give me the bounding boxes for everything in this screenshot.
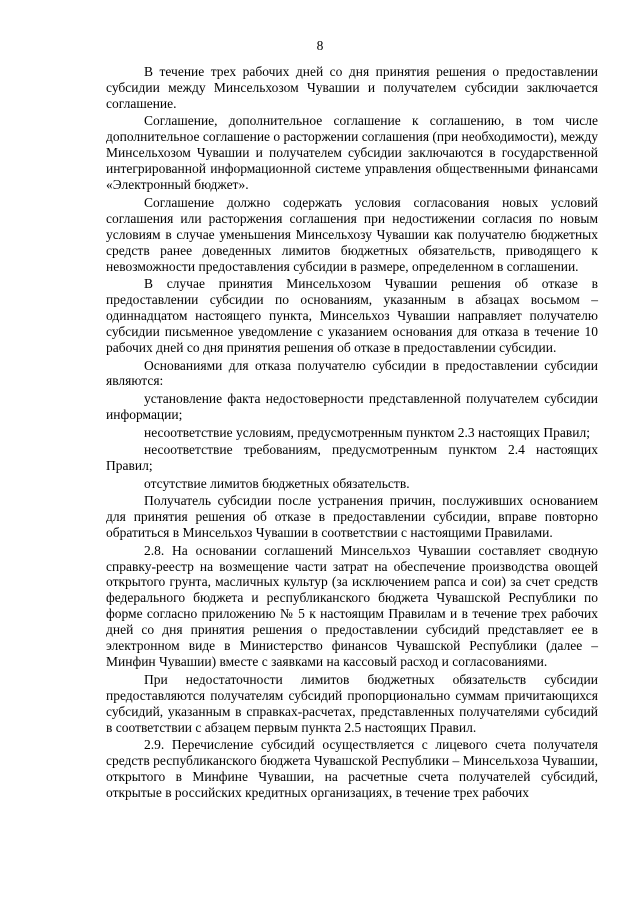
paragraph: несоответствие требованиям, предусмотренным пунктом 2.4 настоящих Правил; — [106, 442, 598, 474]
paragraph: Соглашение, дополнительное соглашение к соглашению, в том числе дополнительное соглашение о расторжении соглашения (при необходимости), между Минсельхозом Чувашии и получателем субсидии заключаются в государственной интегрированной информационной системе управления общественными финансами «Электронный бюджет». — [106, 113, 598, 193]
paragraph: установление факта недостоверности представленной получателем субсидии информации; — [106, 391, 598, 422]
document-body — [106, 64, 598, 803]
paragraph: 2.8. На основании соглашений Минсельхоз Чувашии составляет сводную справку-реестр на возмещение части затрат на обеспечение производства овощей открытого грунта, масличных культур (за исключением рапса и сои) за счет средств федерального бюджета и республиканского бюджета Чувашской Республики по форме согласно приложению № 5 к настоящим Правилам и в течение трех рабочих дней со дня принятия решения о предоставлении субсидий представляет ее в электронном виде в Министерство финансов Чувашской Республики (далее – Минфин Чувашии) вместе с заявками на кассовый расход и согласованиями. — [106, 542, 598, 670]
paragraph: В случае принятия Минсельхозом Чувашии решения об отказе в предоставлении субсидии по основаниям, указанным в абзацах восьмом – одиннадцатом настоящего пункта, Минсельхоз Чувашии направляет получателю субсидии письменное уведомление с указанием основания для отказа в течение 10 рабочих дней со дня принятия решения об отказе в предоставлении субсидии. — [106, 276, 598, 355]
paragraph: Получатель субсидии после устранения причин, послуживших основанием для принятия решения об отказе в предоставлении субсидии, вправе повторно обратиться в Минсельхоз Чувашии в соответствии с настоящими Правилами. — [106, 493, 598, 541]
paragraph: Соглашение должно содержать условия согласования новых условий соглашения или расторжения соглашения при недостижении согласия по новым условиям в случае уменьшения Минсельхозу Чувашии как получателю бюджетных средств ранее доведенных лимитов бюджетных обязательств, приводящего к невозможности предоставления субсидии в размере, определенном в соглашении. — [106, 194, 598, 274]
paragraph: Основаниями для отказа получателю субсидии в предоставлении субсидии являются: — [106, 357, 598, 389]
paragraph: 2.9. Перечисление субсидий осуществляется с лицевого счета получателя средств республиканского бюджета Чувашской Республики – Минсельхоза Чувашии, открытого в Минфине Чувашии, на расчетные счета получателей субсидий, открытые в российских кредитных организациях, в течение трех рабочих — [106, 737, 598, 801]
paragraph: В течение трех рабочих дней со дня принятия решения о предоставлении субсидии между Минсельхозом Чувашии и получателем субсидии заключается соглашение. — [106, 64, 598, 111]
paragraph: При недостаточности лимитов бюджетных обязательств субсидии предоставляются получателям субсидий пропорционально суммам причитающихся субсидий, указанным в справках-расчетах, представленных получателями субсидий в соответствии с абзацем первым пункта 2.5 настоящих Правил. — [106, 671, 598, 735]
page-number: 8 — [316, 38, 324, 53]
paragraph: несоответствие условиям, предусмотренным пунктом 2.3 настоящих Правил; — [144, 424, 590, 440]
paragraph: отсутствие лимитов бюджетных обязательств. — [144, 475, 410, 491]
